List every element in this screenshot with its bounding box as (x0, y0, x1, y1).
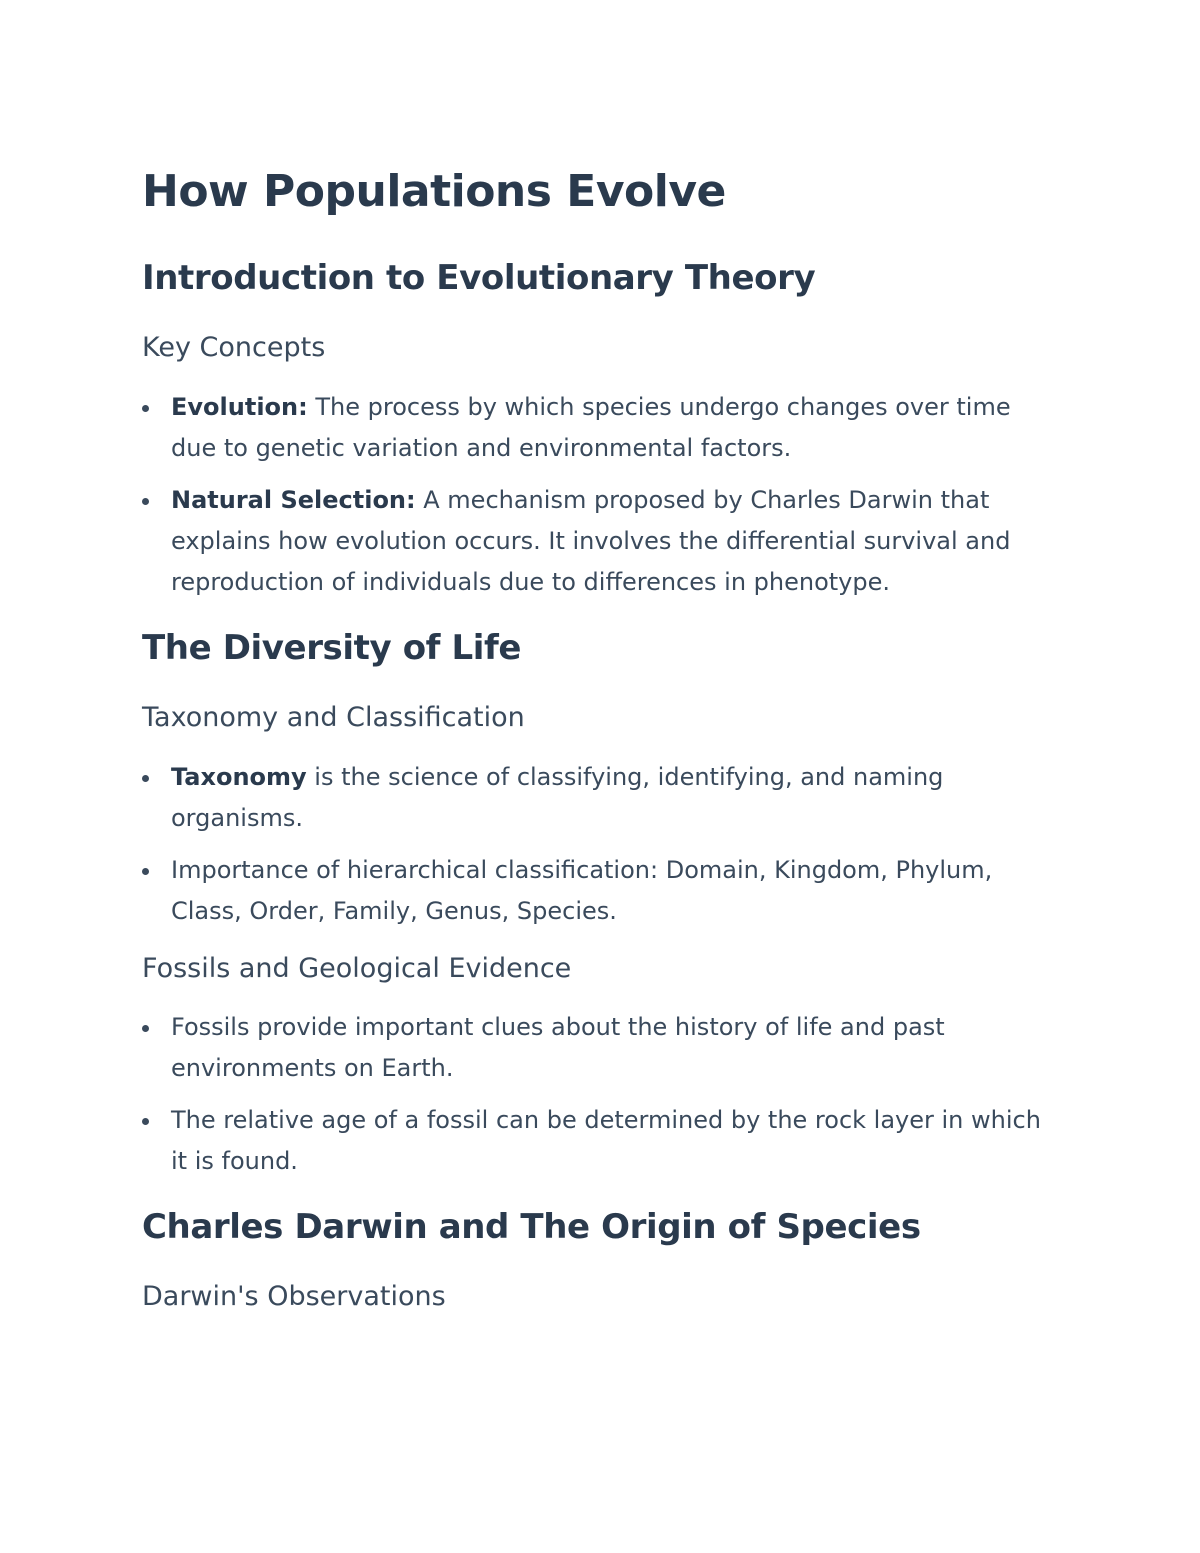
section-heading-diversity: The Diversity of Life (142, 628, 522, 668)
list-item-text: The process by which species undergo changes over time due to genetic variation and environmental factors. (171, 393, 1011, 462)
list-item (142, 757, 1052, 839)
list-item-term: Evolution: (171, 393, 308, 421)
list-item (142, 387, 1052, 469)
list-item (142, 850, 1052, 932)
section-heading-intro: Introduction to Evolutionary Theory (142, 258, 816, 298)
taxonomy-list (142, 757, 1052, 943)
list-item-text: The relative age of a fossil can be determined by the rock layer in which it is found. (171, 1106, 1041, 1175)
section-heading-darwin: Charles Darwin and The Origin of Species (142, 1207, 921, 1247)
list-item (142, 1007, 1052, 1089)
list-item (142, 1100, 1052, 1182)
list-item-text: A mechanism proposed by Charles Darwin that explains how evolution occurs. It involves the differential survival and reproduction of individuals due to differences in phenotype. (171, 486, 1011, 596)
fossils-list (142, 1007, 1052, 1193)
subsection-heading-fossils: Fossils and Geological Evidence (142, 953, 572, 984)
subsection-heading-darwins-observations: Darwin's Observations (142, 1281, 446, 1312)
list-item-text: is the science of classifying, identifying, and naming organisms. (171, 763, 944, 832)
list-item-term: Taxonomy (171, 763, 307, 791)
key-concepts-list (142, 387, 1052, 614)
list-item-term: Natural Selection: (171, 486, 416, 514)
document-title: How Populations Evolve (142, 166, 726, 217)
list-item-text: Fossils provide important clues about the history of life and past environments on Earth. (171, 1013, 945, 1082)
subsection-heading-key-concepts: Key Concepts (142, 332, 326, 363)
list-item-text: Importance of hierarchical classification: Domain, Kingdom, Phylum, Class, Order, Family, Genus, Species. (171, 856, 993, 925)
subsection-heading-taxonomy: Taxonomy and Classification (142, 702, 525, 733)
list-item (142, 480, 1052, 603)
